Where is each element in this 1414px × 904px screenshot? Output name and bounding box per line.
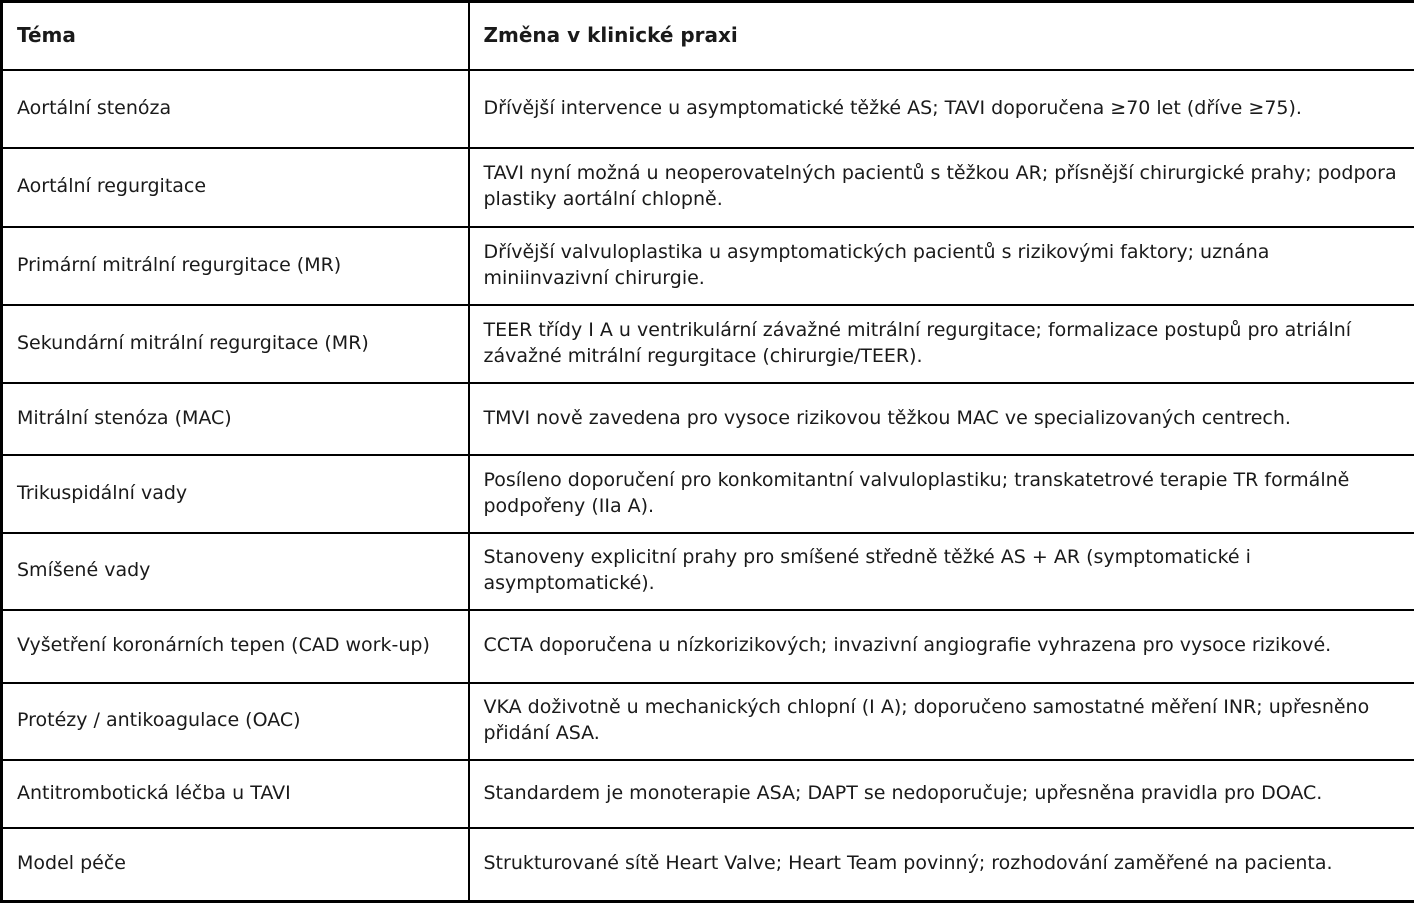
zmena-cell: TMVI nově zavedena pro vysoce rizikovou těžkou MAC ve specializovaných centrech. (469, 383, 1414, 455)
tema-cell: Model péče (2, 828, 469, 902)
zmena-cell: Standardem je monoterapie ASA; DAPT se nedoporučuje; upřesněna pravidla pro DOAC. (469, 760, 1414, 828)
tema-cell: Trikuspidální vady (2, 455, 469, 533)
tema-cell: Primární mitrální regurgitace (MR) (2, 227, 469, 305)
zmena-cell: TAVI nyní možná u neoperovatelných pacientů s těžkou AR; přísnější chirurgické prahy; podpora plastiky aortální chlopně. (469, 148, 1414, 227)
zmena-cell: TEER třídy I A u ventrikulární závažné mitrální regurgitace; formalizace postupů pro atriální závažné mitrální regurgitace (chirurgie/TEER). (469, 305, 1414, 383)
tema-cell: Antitrombotická léčba u TAVI (2, 760, 469, 828)
table-row (2, 455, 1414, 533)
table-header-row (2, 2, 1414, 70)
column-header-tema: Téma (2, 2, 469, 70)
table-row (2, 70, 1414, 148)
tema-cell: Aortální regurgitace (2, 148, 469, 227)
table-row (2, 533, 1414, 610)
zmena-cell: Posíleno doporučení pro konkomitantní valvuloplastiku; transkatetrové terapie TR formálně podpořeny (IIa A). (469, 455, 1414, 533)
tema-cell: Protézy / antikoagulace (OAC) (2, 683, 469, 760)
zmena-cell: Dřívější valvuloplastika u asymptomatických pacientů s rizikovými faktory; uznána miniinvazivní chirurgie. (469, 227, 1414, 305)
zmena-cell: Dřívější intervence u asymptomatické těžké AS; TAVI doporučena ≥70 let (dříve ≥75). (469, 70, 1414, 148)
zmena-cell: CCTA doporučena u nízkorizikových; invazivní angiografie vyhrazena pro vysoce rizikové. (469, 610, 1414, 683)
table-row (2, 148, 1414, 227)
zmena-cell: VKA doživotně u mechanických chlopní (I A); doporučeno samostatné měření INR; upřesněno přidání ASA. (469, 683, 1414, 760)
column-header-zmena: Změna v klinické praxi (469, 2, 1414, 70)
table-row (2, 683, 1414, 760)
zmena-cell: Stanoveny explicitní prahy pro smíšené středně těžké AS + AR (symptomatické i asymptomatické). (469, 533, 1414, 610)
tema-cell: Mitrální stenóza (MAC) (2, 383, 469, 455)
table-row (2, 828, 1414, 902)
tema-cell: Vyšetření koronárních tepen (CAD work-up) (2, 610, 469, 683)
table-row (2, 227, 1414, 305)
table-row (2, 760, 1414, 828)
tema-cell: Aortální stenóza (2, 70, 469, 148)
tema-cell: Smíšené vady (2, 533, 469, 610)
tema-cell: Sekundární mitrální regurgitace (MR) (2, 305, 469, 383)
zmena-cell: Strukturované sítě Heart Valve; Heart Team povinný; rozhodování zaměřené na pacienta. (469, 828, 1414, 902)
table-row (2, 610, 1414, 683)
table-row (2, 305, 1414, 383)
table-row (2, 383, 1414, 455)
